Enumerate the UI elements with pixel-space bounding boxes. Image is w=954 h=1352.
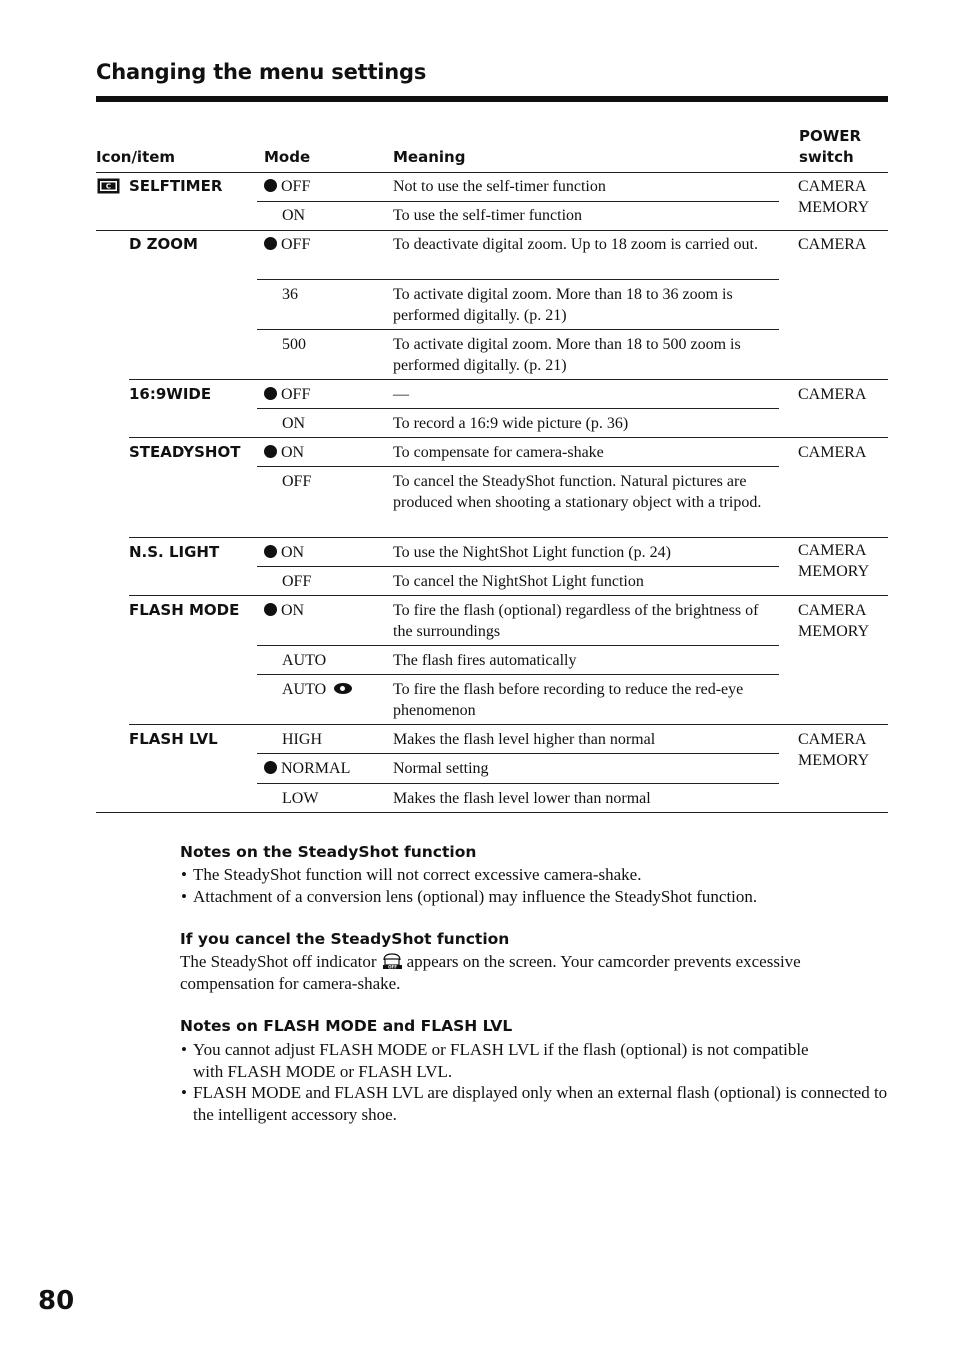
item-d-zoom: D ZOOM xyxy=(129,235,198,253)
notes-cancel-text: The SteadyShot off indicator OFF appears on the screen. Your camcorder prevents excessive compensation for camera-shake. xyxy=(180,952,801,993)
default-dot-icon xyxy=(264,237,277,250)
header-mode: Mode xyxy=(264,148,311,166)
power-cell: CAMERA MEMORY xyxy=(798,602,870,640)
mode-cell: NORMAL xyxy=(264,758,350,779)
meaning-cell: To use the NightShot Light function (p. 24) xyxy=(393,544,671,561)
notes-steadyshot-list xyxy=(180,864,888,907)
mode-cell: ON xyxy=(264,600,304,621)
header-meaning: Meaning xyxy=(393,148,466,166)
item-steadyshot: STEADYSHOT xyxy=(129,443,241,461)
svg-text:C: C xyxy=(105,182,112,191)
mode-cell: ON xyxy=(282,207,306,224)
meaning-cell: — xyxy=(393,386,409,403)
mode-cell: OFF xyxy=(264,234,310,255)
item-selftimer: SELFTIMER xyxy=(129,177,223,195)
item-16-9wide: 16:9WIDE xyxy=(129,385,212,403)
mode-cell: AUTO xyxy=(282,652,327,669)
mode-cell: OFF xyxy=(264,384,310,405)
header-power-line2: switch xyxy=(799,148,854,166)
meaning-cell: Not to use the self-timer function xyxy=(393,178,606,195)
power-cell: CAMERA MEMORY xyxy=(798,542,870,580)
meaning-cell: To activate digital zoom. More than 18 to 36 zoom is performed digitally. (p. 21) xyxy=(393,286,733,324)
list-item: • FLASH MODE and FLASH LVL are displayed only when an external flash (optional) is connected to the intelligent accessory shoe. xyxy=(180,1082,893,1125)
notes-cancel-heading: If you cancel the SteadyShot function xyxy=(180,930,510,948)
default-dot-icon xyxy=(264,179,277,192)
default-dot-icon xyxy=(264,603,277,616)
default-dot-icon xyxy=(264,387,277,400)
header-power xyxy=(799,126,861,168)
selftimer-icon xyxy=(97,178,120,194)
power-cell: CAMERA MEMORY xyxy=(798,731,870,769)
power-cell: CAMERA xyxy=(798,236,867,253)
mode-cell: OFF xyxy=(282,473,312,490)
mode-cell: OFF xyxy=(282,573,312,590)
mode-cell: HIGH xyxy=(282,731,322,748)
power-cell: CAMERA MEMORY xyxy=(798,178,870,216)
power-cell: CAMERA xyxy=(798,386,867,403)
default-dot-icon xyxy=(264,545,277,558)
meaning-cell: To activate digital zoom. More than 18 to 500 zoom is performed digitally. (p. 21) xyxy=(393,336,741,374)
mode-cell: 500 xyxy=(282,336,306,353)
svg-text:OFF: OFF xyxy=(387,964,397,970)
meaning-cell: To deactivate digital zoom. Up to 18 zoom is carried out. xyxy=(393,236,758,253)
header-icon-item: Icon/item xyxy=(96,148,176,166)
notes-flash-list xyxy=(180,1039,888,1125)
steadyshot-off-icon xyxy=(380,952,404,970)
meaning-cell: The flash fires automatically xyxy=(393,652,577,669)
notes-steadyshot-heading: Notes on the SteadyShot function xyxy=(180,843,477,861)
meaning-cell: To fire the flash (optional) regardless of the brightness of the surroundings xyxy=(393,602,759,640)
power-cell: CAMERA xyxy=(798,444,867,461)
meaning-cell: To use the self-timer function xyxy=(393,207,583,224)
mode-cell: ON xyxy=(264,542,304,563)
mode-cell: ON xyxy=(264,442,304,463)
mode-cell: AUTO xyxy=(282,679,352,700)
header-power-line1: POWER xyxy=(799,127,862,145)
list-item: • Attachment of a conversion lens (optional) may influence the SteadyShot function. xyxy=(180,886,888,908)
mode-cell: OFF xyxy=(264,176,310,197)
list-item: • You cannot adjust FLASH MODE or FLASH LVL if the flash (optional) is not compatible with FLASH MODE or FLASH LVL. xyxy=(180,1039,833,1082)
meaning-cell: To compensate for camera-shake xyxy=(393,444,604,461)
meaning-cell: Makes the flash level lower than normal xyxy=(393,790,651,807)
meaning-cell: To cancel the SteadyShot function. Natural pictures are produced when shooting a stationary object with a tripod. xyxy=(393,473,762,511)
meaning-cell: To fire the flash before recording to reduce the red-eye phenomenon xyxy=(393,681,744,719)
table-bottom-rule xyxy=(96,812,888,813)
red-eye-icon xyxy=(334,683,352,694)
list-item: • The SteadyShot function will not correct excessive camera-shake. xyxy=(180,864,888,886)
mode-cell: ON xyxy=(282,415,306,432)
mode-cell: LOW xyxy=(282,790,319,807)
item-ns-light: N.S. LIGHT xyxy=(129,543,220,561)
notes-flash-heading: Notes on FLASH MODE and FLASH LVL xyxy=(180,1017,513,1035)
meaning-cell: To cancel the NightShot Light function xyxy=(393,573,644,590)
item-flash-lvl: FLASH LVL xyxy=(129,730,218,748)
item-flash-mode: FLASH MODE xyxy=(129,601,240,619)
meaning-cell: To record a 16:9 wide picture (p. 36) xyxy=(393,415,629,432)
meaning-cell: Normal setting xyxy=(393,760,489,777)
title-rule xyxy=(96,96,888,102)
default-dot-icon xyxy=(264,761,277,774)
mode-cell: 36 xyxy=(282,286,298,303)
page-title: Changing the menu settings xyxy=(96,60,427,84)
page-number: 80 xyxy=(38,1286,75,1316)
table-top-rule xyxy=(96,172,888,173)
meaning-cell: Makes the flash level higher than normal xyxy=(393,731,656,748)
default-dot-icon xyxy=(264,445,277,458)
